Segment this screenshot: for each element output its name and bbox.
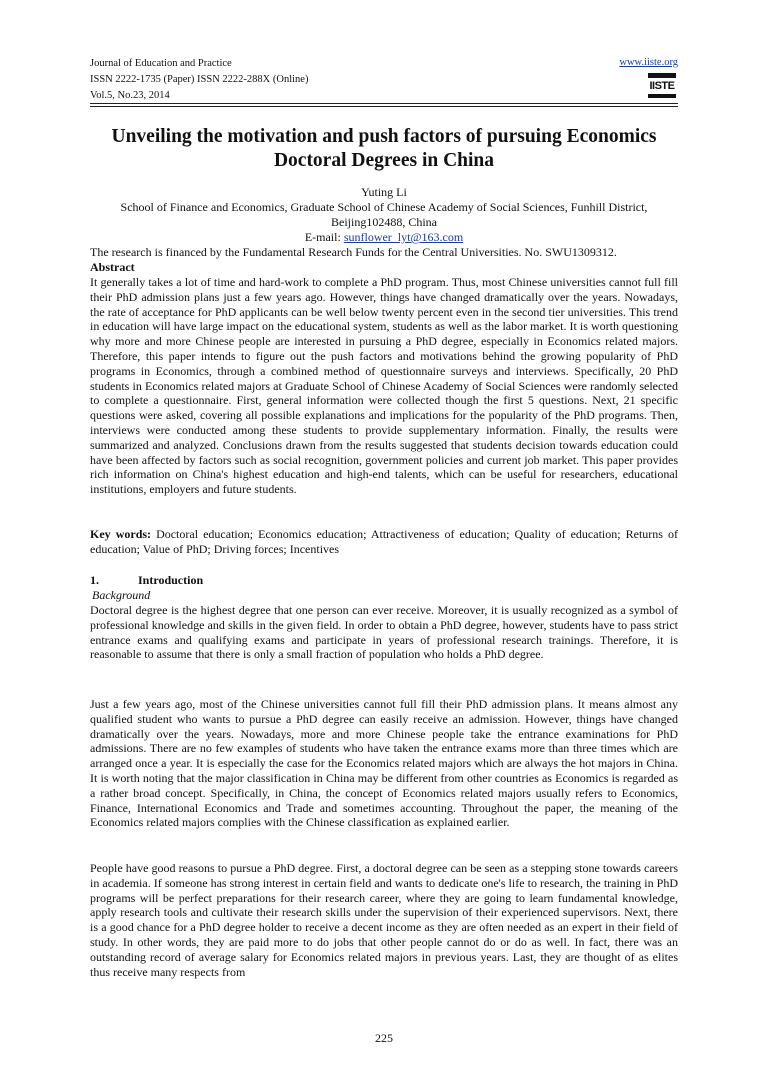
header-rule-bottom xyxy=(90,106,678,107)
subsection-heading: Background xyxy=(92,588,151,602)
section-heading xyxy=(90,573,203,588)
affiliation-line-2: Beijing102488, China xyxy=(331,215,437,229)
affiliation-line-1: School of Finance and Economics, Graduate School of Chinese Academy of Social Sciences, Funhill District, xyxy=(120,200,648,214)
section-number: 1. xyxy=(90,573,99,587)
journal-url-link[interactable]: www.iiste.org xyxy=(619,57,678,68)
email-link[interactable]: sunflower_lyt@163.com xyxy=(343,230,464,244)
abstract-text: It generally takes a lot of time and hard-work to complete a PhD program. Thus, most Chinese universities cannot full fill their PhD admission plans just a few years ago. However, things have changed dramatically over the years. Nowadays, the rate of acceptance for PhD applicants can be well below twenty percent even in the second tier universities. This trend in education will have large impact on the educational system, students as well as the labor market. It is worth questioning why more and more Chinese people are interested in pursuing a PhD degree, especially in Economics related majors. Therefore, this paper intends to figure out the push factors and motivations behind the growing popularity of PhD programs in Economics, through a combined method of questionnaire surveys and interviews. Specifically, 20 PhD students in Economics related majors at Graduate School of Chinese Academy of Social Sciences were randomly selected to complete a questionnaire. First, general information were collected though the first 5 questions. Next, 21 specific questions were asked, covering all possible explanations and implications for the popularity of the PhD programs. Then, interviews were conducted among these students to provide supplementary information. Finally, the results were summarized and analyzed. Conclusions drawn from the results suggested that students decision towards education could have been affected by factors such as social recognition, government policies and current job market. This paper provides rich information on China's highest education and high-end talents, which can be useful for researchers, educational institutions, employers and future students. xyxy=(90,275,678,497)
section-title: Introduction xyxy=(138,573,204,587)
keywords-text: Doctoral education; Economics education; Attractiveness of education; Quality of education; Returns of education; Value of PhD; Driving forces; Incentives xyxy=(90,527,678,556)
paragraph-3: People have good reasons to pursue a PhD degree. First, a doctoral degree can be seen as a stepping stone towards careers in academia. If someone has strong interest in certain field and wants to dedicate one's life to research, the training in PhD programs will be perfect preparations for their research career, where they are going to learn fundamental knowledge, apply research tools and cultivate their research skills under the supervision of their experienced supervisors. Next, there is a good chance for a PhD degree holder to receive a decent income as they are often needed as an expert in their field of study. In other words, they are paid more to do jobs that other people cannot do or do as well. In fact, there was an outstanding record of average salary for Economics related majors in previous years. Last, they are thought of as elites thus receive many respects from xyxy=(90,861,678,979)
logo-text: IISTE xyxy=(649,80,675,92)
paragraph-1: Doctoral degree is the highest degree that one person can ever receive. Moreover, it is usually recognized as a symbol of professional knowledge and skills in the given field. In order to obtain a PhD degree, however, students have to pass strict entrance exams and qualifying exams and participate in years of professional research trainings. Therefore, it is reasonable to assume that there is only a small fraction of population who holds a PhD degree. xyxy=(90,603,678,662)
journal-volume: Vol.5, No.23, 2014 xyxy=(90,90,170,101)
paper-title: Unveiling the motivation and push factors of pursuing Economics Doctoral Degrees in China xyxy=(111,126,657,171)
journal-name: Journal of Education and Practice xyxy=(90,58,232,69)
logo-top-bar xyxy=(648,73,676,78)
keywords-label: Key words: xyxy=(90,527,152,541)
header-rule-top xyxy=(90,103,678,104)
paragraph-2: Just a few years ago, most of the Chinese universities cannot full fill their PhD admission plans. It means almost any qualified student who wants to pursue a PhD degree can easily receive an admission. However, things have changed dramatically over the years. Nowadays, more and more Chinese people take the entrance examinations for PhD admissions. There are no few examples of students who have taken the entrance exams more than three times which are arranged once a year. It is especially the case for the Economics related majors which are always the hot majors in China. It is worth noting that the major classification in China may be different from other countries as Economics is regarded as a rather broad concept. Specifically, in China, the concept of Economics related majors usually refers to Economics, Finance, International Economics and Trade and sometimes accounting. Throughout the paper, the meaning of the Economics related majors complies with the Chinese classification as explained earlier. xyxy=(90,697,678,830)
journal-issn: ISSN 2222-1735 (Paper) ISSN 2222-288X (Online) xyxy=(90,74,309,85)
author-name: Yuting Li xyxy=(361,185,407,199)
funding-note: The research is financed by the Fundamental Research Funds for the Central Universities. No. SWU1309312. xyxy=(90,245,617,259)
email-label: E-mail: xyxy=(304,230,344,244)
page-number: 225 xyxy=(375,1031,393,1045)
logo-bottom-bar xyxy=(648,94,676,98)
iiste-logo xyxy=(648,73,676,99)
email-line xyxy=(90,230,678,245)
keywords xyxy=(90,527,678,557)
abstract-heading: Abstract xyxy=(90,260,135,274)
